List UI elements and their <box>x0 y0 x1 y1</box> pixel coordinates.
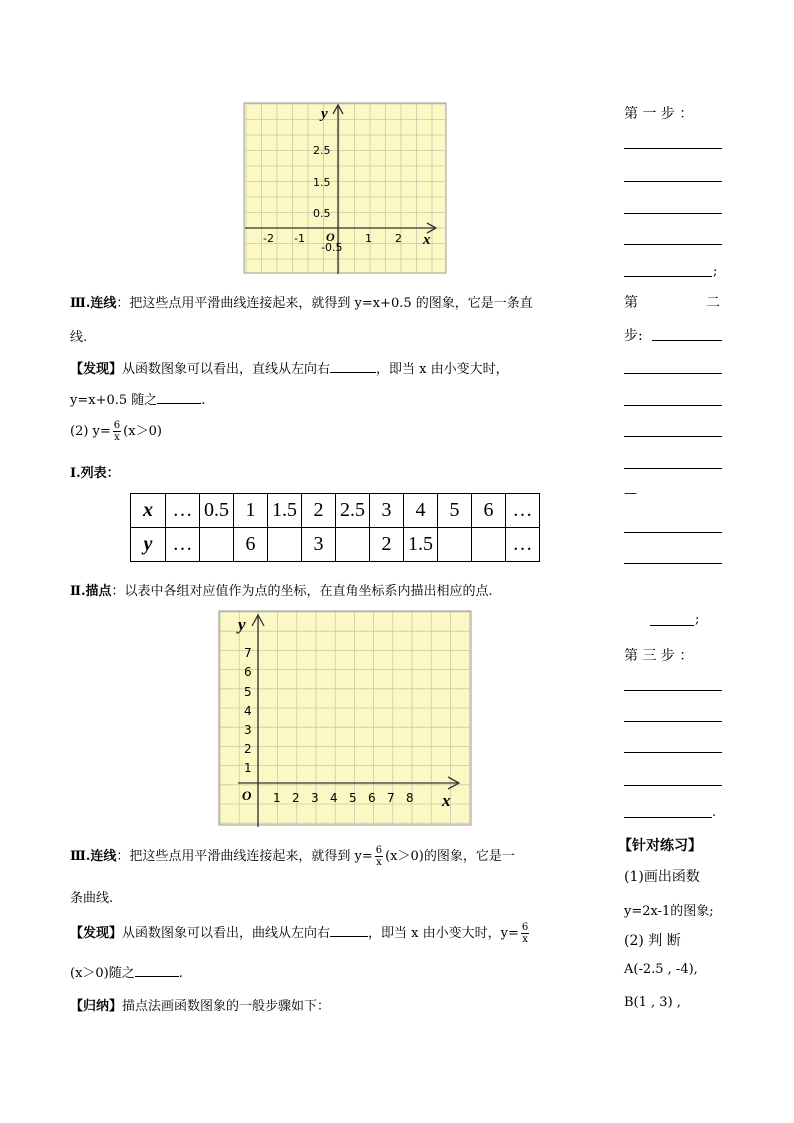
table-cell: 2 <box>370 528 404 562</box>
graph-2-xtick: 4 <box>330 791 338 805</box>
connect-cont-2: 条曲线. <box>70 891 114 906</box>
answer-line[interactable] <box>624 244 722 245</box>
answer-line[interactable] <box>624 785 722 786</box>
answer-line[interactable] <box>624 563 722 564</box>
graph-1-ytick: 1.5 <box>313 176 331 189</box>
answer-line[interactable] <box>624 436 722 437</box>
graph-1-origin: O <box>326 230 335 244</box>
graph-1-xtick: -2 <box>263 232 274 245</box>
table-cell: 5 <box>438 494 472 528</box>
graph-1-xtick: 2 <box>395 232 402 245</box>
graph-2-xtick: 5 <box>349 791 357 805</box>
graph-1-x-label: x <box>423 232 431 248</box>
value-table <box>130 493 540 562</box>
fraction-num: 6 <box>113 420 121 431</box>
question-2 <box>70 420 162 443</box>
graph-2-ytick: 6 <box>244 665 252 679</box>
table-cell[interactable] <box>336 528 370 562</box>
answer-line[interactable] <box>650 625 694 626</box>
step-plot-label: Ⅱ.描点 <box>70 584 112 599</box>
answer-line[interactable] <box>624 181 722 182</box>
table-cell[interactable] <box>472 528 506 562</box>
answer-line[interactable] <box>624 148 722 149</box>
step-plot <box>70 580 493 599</box>
connect-text-2 <box>70 845 515 868</box>
practice-1b: y=2x-1的图象; <box>624 904 714 919</box>
graph-2-xtick: 6 <box>368 791 376 805</box>
side-step-2-b: 二 <box>706 295 720 311</box>
table-cell: … <box>506 528 540 562</box>
graph-2-xtick: 7 <box>387 791 395 805</box>
finding-label-1: 【发现】 <box>70 362 123 377</box>
finding-1 <box>70 358 509 377</box>
finding-2-text: (x＞0)随之 <box>70 966 135 981</box>
practice-2c: B(1 , 3) , <box>624 995 681 1010</box>
graph-2-ytick: 5 <box>244 685 252 699</box>
connect-cont-1: 线. <box>70 330 88 345</box>
side-step-2-c: 步: <box>624 328 643 344</box>
table-cell: 1.5 <box>268 494 302 528</box>
answer-line[interactable] <box>624 405 722 406</box>
finding-2-text: ，即当 x 由小变大时，y= <box>368 926 519 941</box>
fraction <box>113 420 121 443</box>
fraction <box>521 922 529 945</box>
table-header-y: y <box>131 528 166 562</box>
graph-1-y-label: y <box>321 106 328 122</box>
answer-blank[interactable] <box>330 372 376 373</box>
table-cell[interactable] <box>200 528 234 562</box>
table-cell[interactable] <box>438 528 472 562</box>
graph-2-xtick: 2 <box>292 791 300 805</box>
answer-line[interactable] <box>624 213 722 214</box>
answer-line[interactable] <box>624 752 722 753</box>
practice-2b: A(-2.5 , -4), <box>624 962 698 977</box>
connect-body-2: ：把这些点用平滑曲线连接起来，就得到 y= <box>116 849 373 864</box>
graph-2-ytick: 3 <box>244 723 252 737</box>
finding-1-text: . <box>201 393 206 408</box>
graph-2-ytick: 2 <box>244 742 252 756</box>
answer-blank[interactable] <box>330 936 368 937</box>
finding-2 <box>70 922 531 945</box>
connect-body-2: (x＞0)的图象，它是一 <box>385 849 515 864</box>
finding-label-2: 【发现】 <box>70 926 123 941</box>
side-step-2-dash: — <box>624 486 637 501</box>
side-step-3-end: . <box>712 805 717 820</box>
table-cell: 1 <box>234 494 268 528</box>
graph-2-ytick: 4 <box>244 704 252 718</box>
table-cell: 3 <box>302 528 336 562</box>
fraction-num: 6 <box>521 922 529 933</box>
finding-2-line2 <box>70 962 183 981</box>
finding-1-text: 从函数图象可以看出，直线从左向右 <box>122 362 331 377</box>
table-cell: 3 <box>370 494 404 528</box>
answer-line[interactable] <box>624 276 712 277</box>
answer-blank[interactable] <box>135 976 179 977</box>
finding-1-text: y=x+0.5 随之 <box>70 393 158 408</box>
answer-line[interactable] <box>624 721 722 722</box>
graph-2-origin: O <box>242 788 252 803</box>
finding-1-text: ，即当 x 由小变大时， <box>376 362 509 377</box>
step-plot-body: ：以表中各组对应值作为点的坐标，在直角坐标系内描出相应的点. <box>111 584 493 599</box>
graph-2-x-label: x <box>442 791 451 810</box>
fraction-den: x <box>522 934 528 945</box>
step-list-label: Ⅰ.列表： <box>70 466 120 481</box>
practice-1a: (1)画出函数 <box>624 869 700 885</box>
graph-1-ytick: -0.5 <box>321 241 343 254</box>
table-cell: 0.5 <box>200 494 234 528</box>
answer-blank[interactable] <box>157 403 201 404</box>
table-row <box>131 528 540 562</box>
graph-2-ytick: 7 <box>244 646 252 660</box>
table-cell: 1.5 <box>404 528 438 562</box>
graph-2 <box>218 610 474 830</box>
graph-2-xtick: 3 <box>311 791 319 805</box>
answer-line[interactable] <box>652 340 722 341</box>
connect-text-1 <box>70 292 533 311</box>
table-cell: 6 <box>472 494 506 528</box>
graph-2-xtick: 8 <box>406 791 414 805</box>
graph-2-y-label: y <box>238 615 246 634</box>
answer-line[interactable] <box>624 373 722 374</box>
side-step-2-end: ; <box>695 612 700 627</box>
graph-1-ytick: 0.5 <box>313 207 331 220</box>
answer-line[interactable] <box>624 532 722 533</box>
graph-2-ytick: 1 <box>244 761 252 775</box>
table-header-x: x <box>131 494 166 528</box>
practice-2a: (2) 判 断 <box>624 933 681 949</box>
side-step-2-a: 第 <box>624 295 638 311</box>
answer-line[interactable] <box>624 690 722 691</box>
fraction-den: x <box>114 432 120 443</box>
fraction <box>375 845 383 868</box>
graph-1 <box>243 102 448 276</box>
finding-2-text: 从函数图象可以看出，曲线从左向右 <box>122 926 331 941</box>
table-cell: 2 <box>302 494 336 528</box>
graph-1-xtick: -1 <box>294 232 305 245</box>
graph-2-xtick: 1 <box>273 791 281 805</box>
graph-1-ytick: 2.5 <box>313 144 331 157</box>
table-cell: 6 <box>234 528 268 562</box>
answer-line[interactable] <box>624 468 722 469</box>
question-2-suffix: (x＞0) <box>123 424 162 439</box>
table-cell: … <box>166 494 200 528</box>
side-step-1-end: ; <box>713 264 718 279</box>
graph-1-xtick: 1 <box>365 232 372 245</box>
answer-line[interactable] <box>624 817 712 818</box>
finding-1-line2 <box>70 389 205 408</box>
side-step-3: 第 三 步 ： <box>624 648 694 664</box>
table-cell: … <box>166 528 200 562</box>
table-cell: … <box>506 494 540 528</box>
side-step-1: 第 一 步 ： <box>624 106 694 122</box>
table-cell: 2.5 <box>336 494 370 528</box>
question-2-prefix: (2) y= <box>70 424 111 439</box>
table-cell[interactable] <box>268 528 302 562</box>
table-cell: 4 <box>404 494 438 528</box>
summary-label: 【归纳】 <box>70 999 123 1014</box>
connect-body-1: ：把这些点用平滑曲线连接起来，就得到 y=x+0.5 的图象，它是一条直 <box>116 296 533 311</box>
practice-title: 【针对练习】 <box>618 838 702 854</box>
connect-label-1: Ⅲ.连线 <box>70 296 117 311</box>
finding-2-text: . <box>178 966 183 981</box>
table-row <box>131 494 540 528</box>
summary <box>70 995 330 1014</box>
summary-body: 描点法画函数图象的一般步骤如下： <box>122 999 331 1014</box>
connect-label-2: Ⅲ.连线 <box>70 849 117 864</box>
fraction-num: 6 <box>375 845 383 856</box>
fraction-den: x <box>376 857 382 868</box>
